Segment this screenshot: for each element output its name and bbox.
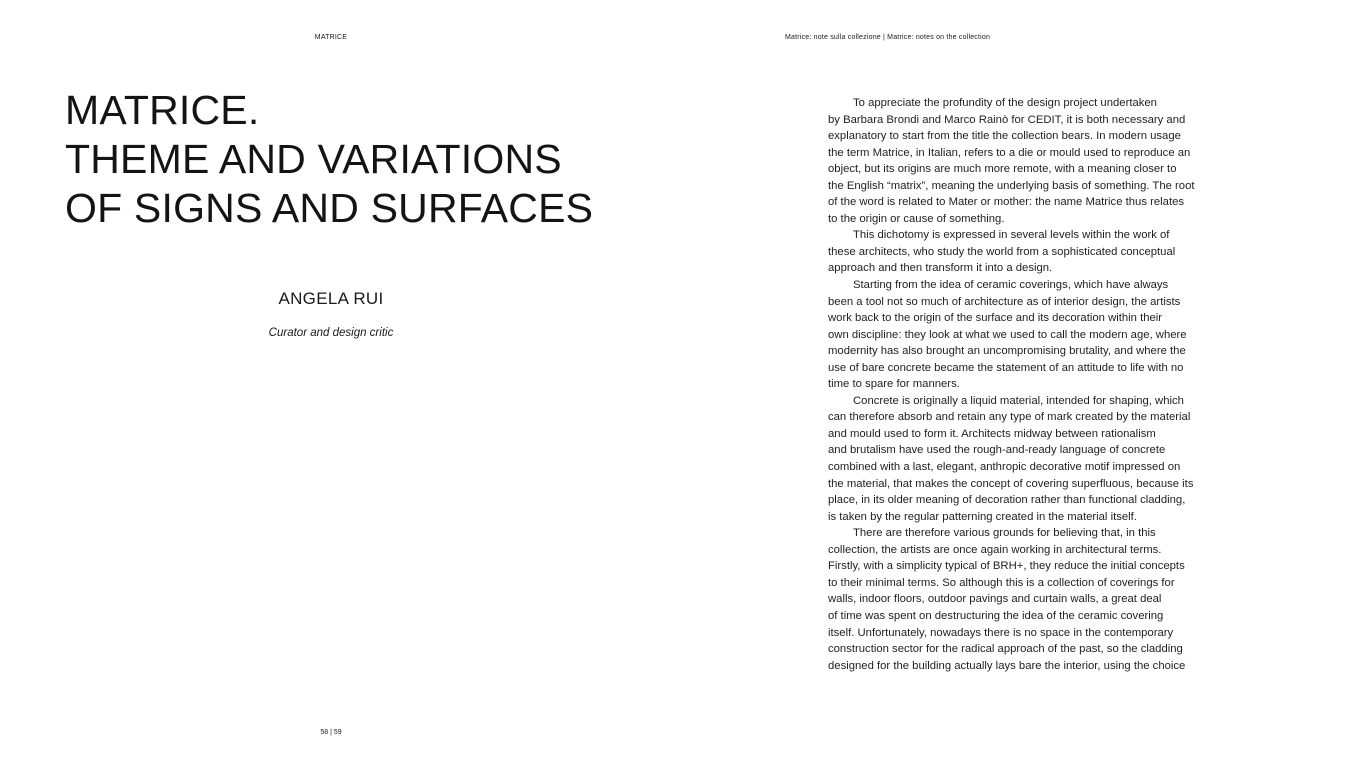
body-line: To appreciate the profundity of the design project undertaken	[853, 97, 1157, 109]
body-line: walls, indoor floors, outdoor pavings and curtain walls, a great deal	[828, 593, 1162, 606]
body-line: to the origin or cause of something.	[828, 212, 1005, 225]
body-line: and mould used to form it. Architects midway between rationalism	[828, 427, 1156, 440]
body-line: work back to the origin of the surface and its decoration within their	[828, 312, 1163, 325]
body-line: approach and then transform it into a design.	[828, 262, 1053, 275]
body-line: can therefore absorb and retain any type of mark created by the material	[828, 411, 1191, 424]
author-name: ANGELA RUI	[278, 289, 384, 308]
running-head-right: Matrice: note sulla collezione | Matrice: notes on the collection	[785, 34, 991, 41]
body-line: modernity has also brought an uncompromising brutality, and where the	[828, 345, 1186, 358]
title-line: THEME AND VARIATIONS	[65, 136, 562, 182]
body-line: construction sector for the radical approach of the past, so the cladding	[828, 643, 1183, 656]
body-line: use of bare concrete became the statement of an attitude to life with no	[828, 361, 1184, 374]
body-line: time to spare for manners.	[828, 378, 960, 391]
author-role: Curator and design critic	[268, 327, 394, 339]
body-line: There are therefore various grounds for believing that, in this	[853, 527, 1156, 540]
title-line: OF SIGNS AND SURFACES	[65, 185, 594, 231]
body-line: Starting from the idea of ceramic coverings, which have always	[853, 279, 1169, 292]
body-line: combined with a last, elegant, anthropic decorative motif impressed on	[828, 461, 1181, 474]
body-line: place, in its older meaning of decoration rather than functional cladding,	[828, 494, 1186, 507]
body-line: object, but its origins are much more remote, with a meaning closer to	[828, 163, 1177, 176]
body-line: of the word is related to Mater or mother: the name Matrice thus relates	[828, 196, 1185, 209]
body-line: by Barbara Brondi and Marco Rainò for CEDIT, it is both necessary and	[828, 113, 1186, 126]
body-line: Firstly, with a simplicity typical of BRH+, they reduce the initial concepts	[828, 560, 1185, 573]
title-line: MATRICE.	[65, 87, 260, 133]
body-line: these architects, who study the world from a sophisticated conceptual	[828, 245, 1176, 258]
body-line: This dichotomy is expressed in several levels within the work of	[853, 229, 1170, 242]
body-line: explanatory to start from the title the collection bears. In modern usage	[828, 130, 1181, 143]
body-line: the term Matrice, in Italian, refers to a die or mould used to reproduce an	[828, 146, 1191, 159]
page-numbers: 58 | 59	[320, 729, 342, 736]
body-line: Concrete is originally a liquid material, intended for shaping, which	[853, 394, 1184, 407]
body-line: own discipline: they look at what we used to call the modern age, where	[828, 328, 1187, 341]
page-title	[65, 86, 593, 233]
body-text	[828, 95, 1228, 674]
body-line: been a tool not so much of architecture as of interior design, the artists	[828, 295, 1181, 308]
body-line: is taken by the regular patterning created in the material itself.	[828, 510, 1137, 523]
running-head-left: MATRICE	[314, 34, 348, 41]
body-line: and brutalism have used the rough-and-ready language of concrete	[828, 444, 1166, 457]
body-line: designed for the building actually lays bare the interior, using the choice	[828, 659, 1186, 672]
body-line: to their minimal terms. So although this is a collection of coverings for	[828, 576, 1175, 589]
body-line: the material, that makes the concept of covering superfluous, because its	[828, 477, 1194, 490]
body-line: the English “matrix”, meaning the underlying basis of something. The root	[828, 179, 1195, 192]
body-line: collection, the artists are once again working in architectural terms.	[828, 543, 1162, 556]
body-line: of time was spent on destructuring the idea of the ceramic covering	[828, 609, 1164, 622]
body-line: itself. Unfortunately, nowadays there is no space in the contemporary	[828, 626, 1174, 639]
